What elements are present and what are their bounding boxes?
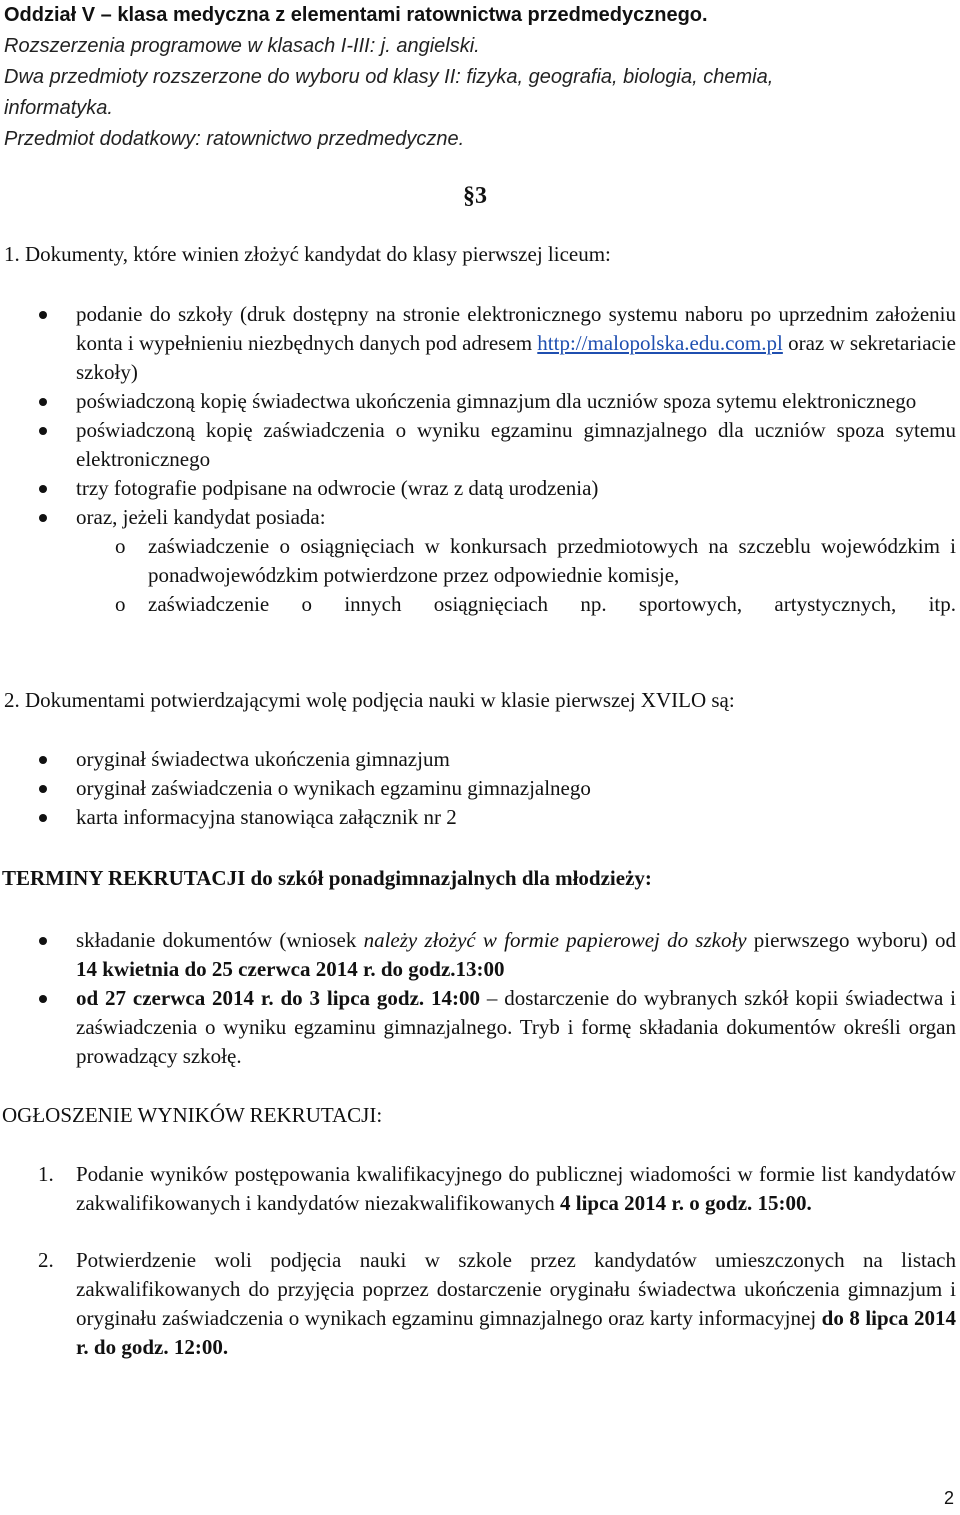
point-2-title: 2. Dokumentami potwierdzającymi wolę podjęcia nauki w klasie pierwszej XVILO są: bbox=[4, 688, 735, 712]
extension-subjects: Rozszerzenia programowe w klasach I-III: j. angielski. bbox=[4, 35, 480, 57]
list-item: karta informacyjna stanowiąca załącznik nr 2 bbox=[0, 803, 956, 832]
bullet-icon bbox=[39, 427, 47, 435]
item-number: 1. bbox=[38, 1162, 54, 1186]
results-heading: OGŁOSZENIE WYNIKÓW REKRUTACJI: bbox=[2, 1103, 383, 1127]
class-title: Oddział V – klasa medyczna z elementami ratownictwa przedmedycznego. bbox=[4, 4, 708, 26]
bullet-icon bbox=[39, 485, 47, 493]
bullet-icon bbox=[39, 814, 47, 822]
bullet-icon bbox=[39, 514, 47, 522]
list-item: poświadczoną kopię zaświadczenia o wyniku egzaminu gimnazjalnego dla uczniów spoza sytemu elektronicznego bbox=[0, 416, 956, 474]
list-item: trzy fotografie podpisane na odwrocie (wraz z datą urodzenia) bbox=[0, 474, 956, 503]
list-item: oryginał zaświadczenia o wynikach egzaminu gimnazjalnego bbox=[0, 774, 956, 803]
confirmation-documents-list bbox=[0, 745, 960, 832]
item-number: 2. bbox=[38, 1248, 54, 1272]
bullet-icon bbox=[39, 311, 47, 319]
section-sign: §3 bbox=[463, 183, 487, 209]
list-item: oraz, jeżeli kandydat posiada: bbox=[0, 503, 956, 532]
list-item: składanie dokumentów (wniosek należy złożyć w formie papierowej do szkoły pierwszego wyboru) od 14 kwietnia do 25 czerwca 2014 r. do godz.13:00 bbox=[0, 926, 956, 984]
list-item: od 27 czerwca 2014 r. do 3 lipca godz. 14:00 – dostarczenie do wybranych szkół kopii świadectwa i zaświadczenia o wyniku egzaminu gimnazjalnego. Tryb i formę składania dokumentów określi organ prowadzący szkołę. bbox=[0, 984, 956, 1071]
class-description bbox=[4, 0, 954, 155]
elective-subjects: Dwa przedmioty rozszerzone do wyboru od klasy II: fizyka, geografia, biologia, chemia, bbox=[4, 66, 774, 88]
documents-list bbox=[0, 300, 960, 619]
recruitment-dates-heading: TERMINY REKRUTACJI do szkół ponadgimnazjalnych dla młodzieży: bbox=[2, 866, 652, 890]
list-item: podanie do szkoły (druk dostępny na stronie elektronicznego systemu naboru po uprzednim założeniu konta i wypełnieniu niezbędnych danych pod adresem http://malopolska.edu.com.pl oraz w sekretariacie szkoły) bbox=[0, 300, 956, 387]
sub-list-item: o zaświadczenie o osiągnięciach w konkursach przedmiotowych na szczeblu wojewódzkim i ponadwojewódzkim potwierdzone przez odpowiednie komisje, bbox=[115, 534, 956, 587]
sub-bullet-marker: o bbox=[115, 534, 126, 558]
bullet-icon bbox=[39, 398, 47, 406]
list-item: poświadczoną kopię świadectwa ukończenia gimnazjum dla uczniów spoza sytemu elektronicznego bbox=[0, 387, 956, 416]
results-list bbox=[0, 1160, 960, 1362]
recruitment-dates-list bbox=[0, 926, 960, 1071]
list-item: 1. Podanie wyników postępowania kwalifikacyjnego do publicznej wiadomości w formie list kandydatów zakwalifikowanych i kandydatów niezakwalifikowanych 4 lipca 2014 r. o godz. 15:00. bbox=[38, 1162, 956, 1215]
elective-subjects-cont: informatyka. bbox=[4, 97, 113, 119]
bullet-icon bbox=[39, 756, 47, 764]
additional-subject: Przedmiot dodatkowy: ratownictwo przedmedyczne. bbox=[4, 128, 465, 150]
bullet-icon bbox=[39, 937, 47, 945]
bullet-icon bbox=[39, 785, 47, 793]
point-1-title: 1. Dokumenty, które winien złożyć kandydat do klasy pierwszej liceum: bbox=[4, 242, 611, 266]
sub-list-item: o zaświadczenie o innych osiągnięciach np. sportowych, artystycznych, itp. bbox=[0, 590, 956, 619]
recruitment-link[interactable]: http://malopolska.edu.com.pl bbox=[537, 331, 783, 355]
page-number: 2 bbox=[943, 1488, 954, 1508]
list-item: oryginał świadectwa ukończenia gimnazjum bbox=[0, 745, 956, 774]
list-item: 2. Potwierdzenie woli podjęcia nauki w szkole przez kandydatów umieszczonych na listach zakwalifikowanych do przyjęcia poprzez dostarczenie oryginału świadectwa ukończenia gimnazjum i oryginału zaświadczenia o wynikach egzaminu gimnazjalnego oraz karty informacyjnej do 8 lipca 2014 r. do godz. 12:00. bbox=[38, 1248, 956, 1359]
bullet-icon bbox=[39, 995, 47, 1003]
sub-bullet-marker: o bbox=[115, 592, 126, 616]
